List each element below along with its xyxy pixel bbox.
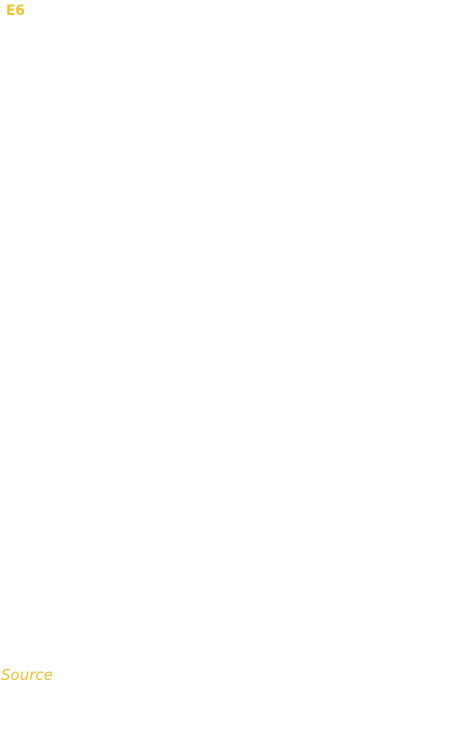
source-link[interactable]: Source <box>1 666 53 684</box>
blank-content-area <box>0 26 465 662</box>
page-label: E6 <box>6 3 25 19</box>
